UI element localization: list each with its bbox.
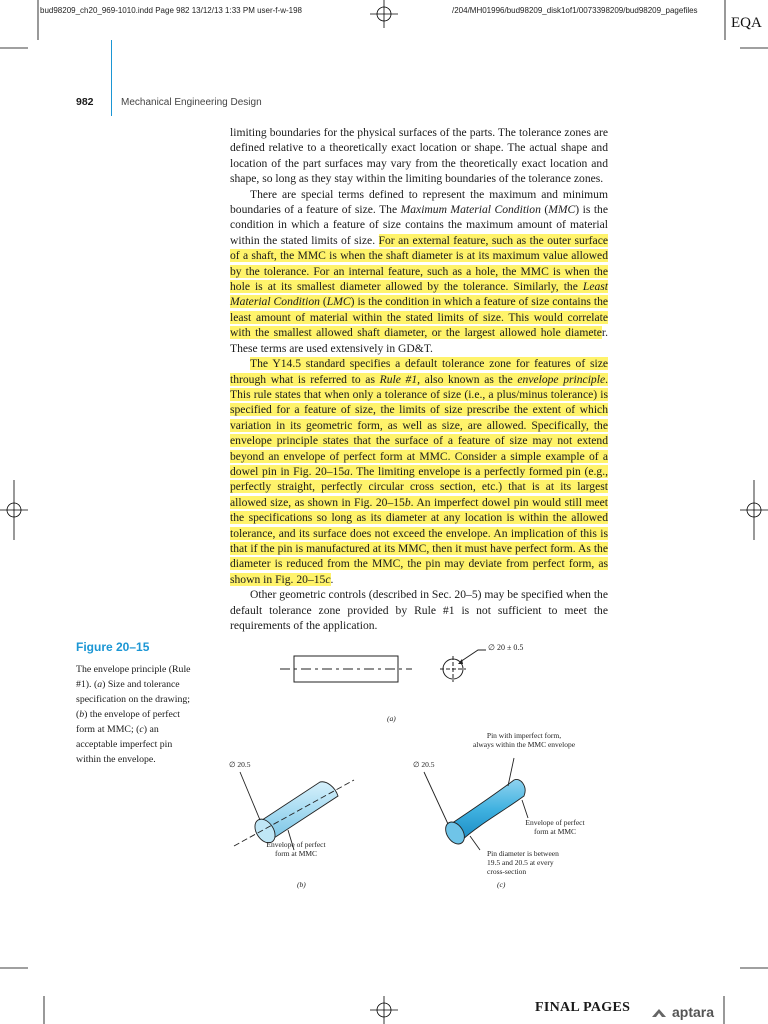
figure-caption: The envelope principle (Rule #1). (a) Size and tolerance specification on the drawing; (b) the envelope of perfect form at MMC; (c) an acceptable imperfect pin within the envelope.: [76, 664, 191, 765]
sublabel-c: (c): [497, 880, 506, 889]
print-slug-right: /204/MH01996/bud98209_disk1of1/0073398209/bud98209_pagefiles: [452, 6, 698, 15]
page-number: 982: [76, 96, 94, 108]
corner-tag: EQA: [731, 15, 762, 31]
figure-a-drawing: [260, 636, 520, 726]
aptara-logo: aptara: [650, 1004, 714, 1022]
print-slug-left: bud98209_ch20_969-1010.indd Page 982 13/12/13 1:33 PM user-f-w-198: [40, 6, 302, 15]
diameter-label-c: ∅ 20.5: [413, 760, 435, 769]
paragraph-4: Other geometric controls (described in Sec. 20–5) may be specified when the default tolerance zone provided by Rule #1 is not sufficient to meet the requirements of the application.: [230, 588, 608, 632]
aptara-mark-icon: [650, 1007, 668, 1019]
figure-label: Figure 20–15: [76, 640, 150, 654]
leader-line: [460, 650, 486, 662]
diameter-range-label-c: Pin diameter is between 19.5 and 20.5 at every cross-section: [487, 849, 559, 876]
paragraph-1: limiting boundaries for the physical surfaces of the parts. The tolerance zones are defined relative to a theoretically exact location or shape. The actual shape and location of the part surfaces may vary from the theoretically exact location and shape, so long as they stay within the limiting boundaries of the tolerance zones.: [230, 126, 608, 186]
highlight: For an external feature, such as the outer surface of a shaft, the MMC is when the shaft diameter is at its maximum value allowed by the tolerance. For an internal feature, such as a hole, the MMC is when the hole is at its smallest diameter allowed by the tolerance. Similarly, the Least Material Condition (LMC) is the condition in which a feature of size contains the least amount of material within the stated limits of size. This would correlate with the smallest allowed shaft diameter, or the largest allowed hole diamete: [230, 233, 609, 340]
running-head-rule: [111, 40, 112, 116]
paragraph-3: The Y14.5 standard specifies a default tolerance zone for features of size through what is referred to as Rule #1, also known as the envelope principle. This rule states that when only a tolerance of size (i.e., a plus/minus tolerance) is specified for a feature of size, the limits of size prescribe the extent of which variation in its geometric form, as well as size, are allowed. Specifically, the envelope principle states that the surface of a feature of size may not extend beyond an envelope of perfect form at MMC. Consider a simple example of a dowel pin in Fig. 20–15a. The limiting envelope is a perfectly formed pin (e.g., perfectly straight, perfectly circular cross section, etc.) that is at its largest allowed size, as shown in Fig. 20–15b. An imperfect dowel pin would still meet the specifications so long as its diameter at any location is within the allowed tolerance, and its surface does not exceed the envelope. An implication of this is that if the pin is manufactured at its MMC, then it must have perfect form. As the diameter is reduced from the MMC, the pin may deviate from perfect form, as shown in Fig. 20–15c.: [230, 357, 609, 586]
pin-label-c: Pin with imperfect form, always within the MMC envelope: [472, 731, 576, 749]
diameter-label-b: ∅ 20.5: [229, 760, 251, 769]
book-title: Mechanical Engineering Design: [121, 97, 262, 108]
envelope-label-b: Envelope of perfect form at MMC: [266, 840, 326, 858]
final-pages-label: FINAL PAGES: [535, 1000, 631, 1015]
sublabel-b: (b): [297, 880, 306, 889]
body-text: [230, 125, 608, 633]
dimension-label: ∅ 20 ± 0.5: [488, 643, 524, 652]
highlight: The Y14.5 standard specifies a default tolerance zone for features of size through what is referred to as Rule #1, also known as the envelope principle. This rule states that when only a tolerance of size (i.e., a plus/minus tolerance) is specified for a feature of size, the limits of size prescribe the extent of which variation in its geometric form, as well as size, are allowed. Specifically, the envelope principle states that the surface of a feature of size may not extend beyond an envelope of perfect form at MMC. Consider a simple example of a dowel pin in Fig. 20–15a. The limiting envelope is a perfectly formed pin (e.g., perfectly straight, perfectly circular cross section, etc.) that is at its largest allowed size, as shown in Fig. 20–15b. An imperfect dowel pin would still meet the specifications so long as its diameter at any location is within the allowed tolerance, and its surface does not exceed the envelope. An implication of this is that if the pin is manufactured at its MMC, then it must have perfect form. As the diameter is reduced from the MMC, the pin may deviate from perfect form, as shown in Fig. 20–15c: [230, 357, 609, 586]
paragraph-2: There are special terms defined to represent the maximum and minimum boundaries of a feature of size. The Maximum Material Condition (MMC) is the condition in which a feature of size contains the maximum amount of material within the stated limits of size. For an external feature, such as the outer surface of a shaft, the MMC is when the shaft diameter is at its maximum value allowed by the tolerance. For an internal feature, such as a hole, the MMC is when the hole is at its smallest diameter allowed by the tolerance. Similarly, the Least Material Condition (LMC) is the condition in which a feature of size contains the least amount of material within the stated limits of size. This would correlate with the smallest allowed shaft diameter, or the largest allowed hole diameter. These terms are used extensively in GD&T.: [230, 187, 609, 355]
sublabel-a: (a): [387, 714, 396, 723]
envelope-label-c: Envelope of perfect form at MMC: [525, 818, 585, 836]
